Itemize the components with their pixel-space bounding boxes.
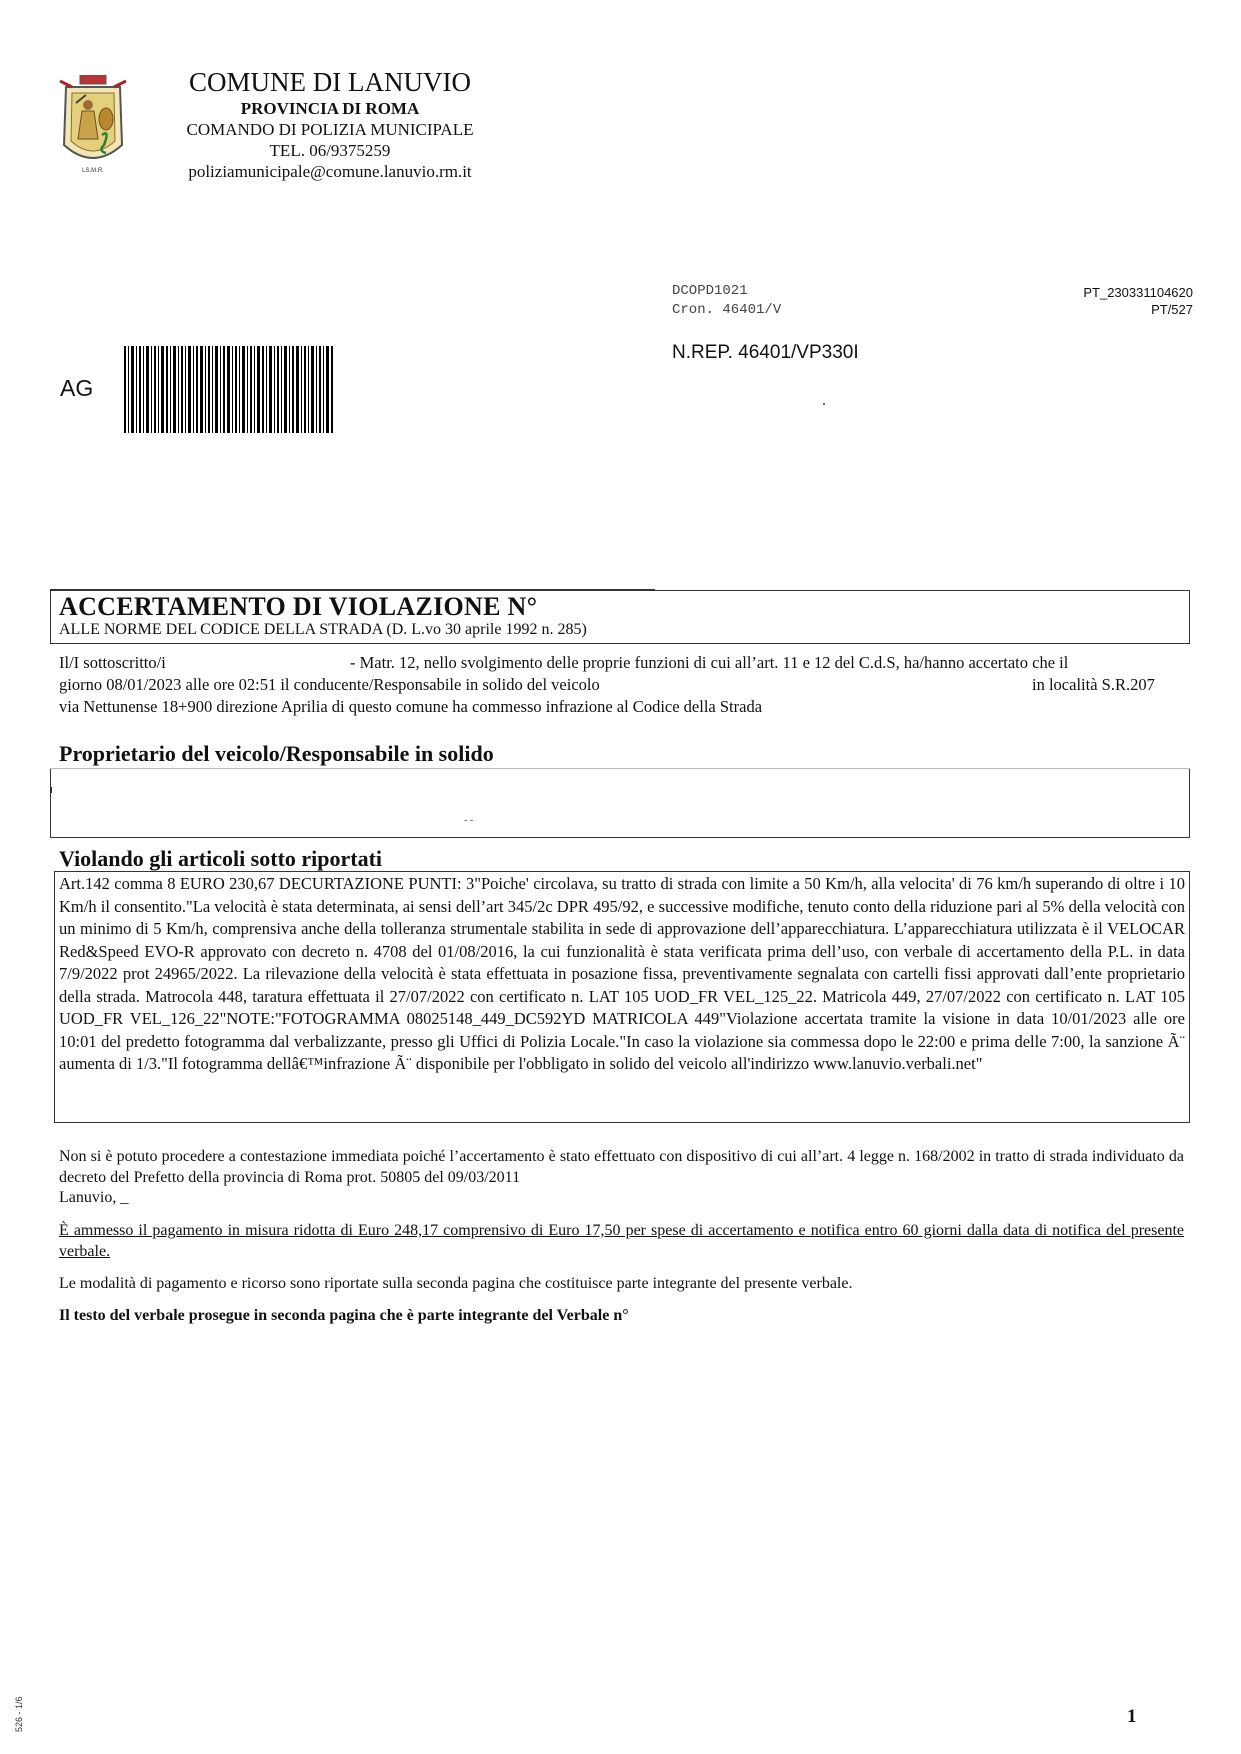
continues-note: Il testo del verbale prosegue in seconda pagina che è parte integrante del Verbale n° bbox=[59, 1307, 629, 1324]
email: poliziamunicipale@comune.lanuvio.rm.it bbox=[188, 162, 472, 181]
cron-code: Cron. 46401/V bbox=[672, 302, 782, 318]
owner-box bbox=[50, 769, 1190, 838]
intro-line1-b: - Matr. 12, nello svolgimento delle proprie funzioni di cui all’art. 11 e 12 del C.d.S, ha/hanno accertato che il bbox=[350, 653, 1069, 672]
payment-paragraph: È ammesso il pagamento in misura ridotta di Euro 248,17 comprensivo di Euro 17,50 per spese di accertamento e notifica entro 60 giorni dalla data di notifica del presente verbale. bbox=[59, 1222, 1184, 1260]
document-codes bbox=[672, 282, 781, 320]
violation-title: ACCERTAMENTO DI VIOLAZIONE N° bbox=[59, 592, 538, 621]
barcode-image bbox=[124, 346, 334, 433]
payment-methods-note: Le modalità di pagamento e ricorso sono riportate sulla seconda pagina che costituisce parte integrante del presente verbale. bbox=[59, 1275, 853, 1292]
coat-of-arms-logo bbox=[52, 75, 134, 175]
violation-subtitle: ALLE NORME DEL CODICE DELLA STRADA (D. L.vo 30 aprile 1992 n. 285) bbox=[59, 621, 587, 638]
dcopd-code: DCOPD1021 bbox=[672, 283, 748, 299]
place-date: Lanuvio, _ bbox=[59, 1189, 129, 1206]
pt-page: PT/527 bbox=[1151, 302, 1193, 317]
intro-line1-a: Il/I sottoscritto/i bbox=[59, 653, 166, 672]
ag-label: AG bbox=[60, 375, 94, 401]
intro-line3: via Nettunense 18+900 direzione Aprilia di questo comune ha commesso infrazione al Codice della Strada bbox=[59, 697, 763, 716]
comune-name: COMUNE DI LANUVIO bbox=[189, 67, 471, 97]
crest-label: LS.M.R. bbox=[82, 168, 104, 174]
articles-text: Art.142 comma 8 EURO 230,67 DECURTAZIONE PUNTI: 3"Poiche' circolava, su tratto di strada con limite a 50 Km/h, alla velocita' di 76 km/h superando di oltre i 10 Km/h il consentito."La velocità è stata determinata, ai sensi dell’art 345/2c DPR 495/92, e successive modifiche, tenuto conto della riduzione pari al 5% della velocità con un minimo di 5 Km/h, comprensiva anche della tolleranza strumentale stabilita in sede di approvazione dell’apparecchiatura. L’apparecchiatura utilizzata è il VELOCAR Red&Speed EVO-R approvato con decreto n. 4708 del 01/08/2016, la cui funzionalità è stata verificata prima dell’uso, con verbale di accertamento della P.L. in data 7/9/2022 prot 24965/2022. La rilevazione della velocità è stata effettuata in posazione fissa, preventivamente segnalata con cartelli fissi approvati dall’ente proprietario della strada. Matrocola 448, taratura effettuata il 27/07/2022 con certificato n. LAT 105 UOD_FR VEL_125_22. Matricola 449, 27/07/2022 con certificato n. LAT 105 UOD_FR VEL_126_22"NOTE:"FOTOGRAMMA 08025148_449_DC592YD MATRICOLA 449"Violazione accertata tramite la visione in data 10/01/2023 alle ore 10:01 del predetto fotogramma dal verbalizzante, presso gli Uffici di Polizia Locale."In caso la violazione sia commessa dopo le 22:00 e prima delle 7:00, la sanzione Ã¨ aumenta di 1/3."Il fotogramma dellâ€™infrazione Ã¨ disponibile per l'obbligato in solido del veicolo all'indirizzo www.lanuvio.verbali.net" bbox=[59, 874, 1185, 1073]
intro-line2-b: in località S.R.207 bbox=[1032, 675, 1155, 694]
stray-mark bbox=[823, 403, 825, 405]
owner-mark: - - bbox=[464, 815, 474, 826]
telephone: TEL. 06/9375259 bbox=[269, 141, 391, 160]
no-contest-paragraph: Non si è potuto procedere a contestazione immediata poiché l’accertamento è stato effettuato con dispositivo di cui all’art. 4 legge n. 168/2002 in tratto di strada individuato da decreto del Prefetto della provincia di Roma prot. 50805 del 09/03/2011 bbox=[59, 1148, 1184, 1186]
page-number: 1 bbox=[1127, 1706, 1137, 1727]
owner-tick bbox=[50, 787, 52, 793]
pt-code: PT_230331104620 bbox=[1083, 285, 1193, 300]
nrep-number: N.REP. 46401/VP330I bbox=[672, 342, 859, 363]
header-block bbox=[140, 66, 520, 182]
pt-codes bbox=[1083, 284, 1193, 318]
intro-line2-a: giorno 08/01/2023 alle ore 02:51 il conducente/Responsabile in solido del veicolo bbox=[59, 675, 600, 694]
side-code: 526 - 1/6 bbox=[14, 1696, 24, 1732]
comando: COMANDO DI POLIZIA MUNICIPALE bbox=[186, 120, 474, 139]
intro-paragraph bbox=[59, 652, 1187, 718]
articles-title: Violando gli articoli sotto riportati bbox=[59, 846, 383, 871]
provincia: PROVINCIA DI ROMA bbox=[240, 99, 420, 118]
owner-title: Proprietario del veicolo/Responsabile in solido bbox=[59, 741, 494, 766]
